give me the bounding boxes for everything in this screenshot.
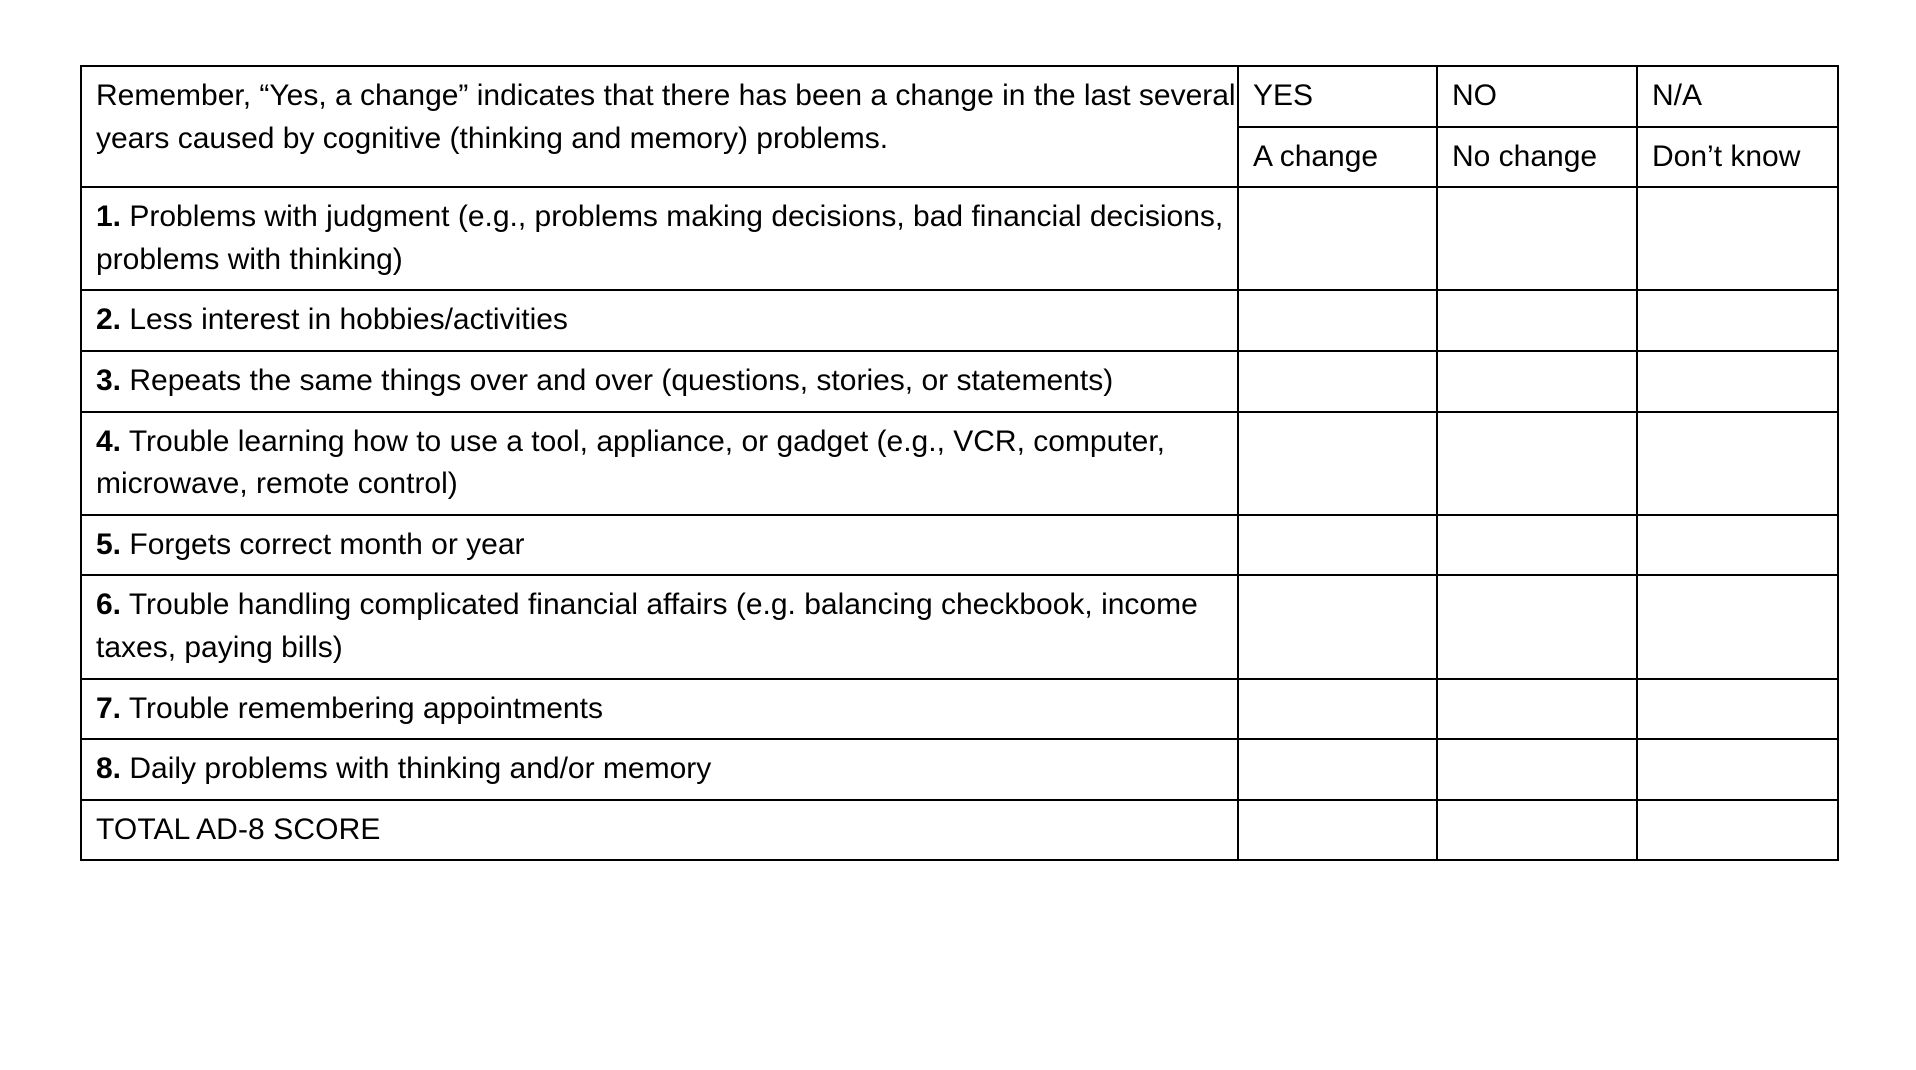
answer-cell-3-na[interactable]: [1637, 351, 1838, 412]
answer-cell-6-no[interactable]: [1437, 575, 1637, 678]
question-cell-4: [81, 412, 1238, 515]
column-header-yes: YES: [1238, 66, 1437, 127]
table-row: [81, 739, 1838, 800]
question-text-3: Repeats the same things over and over (questions, stories, or statements): [129, 363, 1114, 397]
question-number-1: 1.: [96, 200, 122, 234]
total-score-label: TOTAL AD-8 SCORE: [81, 800, 1238, 861]
answer-cell-2-no[interactable]: [1437, 290, 1637, 351]
question-cell-6: [81, 575, 1238, 678]
table-row: [81, 412, 1838, 515]
instruction-cell: Remember, “Yes, a change” indicates that there has been a change in the last several years caused by cognitive (thinking and memory) problems.: [81, 66, 1238, 187]
question-text-7: Trouble remembering appointments: [128, 691, 603, 725]
question-text-5: Forgets correct month or year: [129, 527, 525, 561]
answer-cell-7-yes[interactable]: [1238, 679, 1437, 740]
answer-cell-8-na[interactable]: [1637, 739, 1838, 800]
question-number-6: 6.: [96, 588, 122, 622]
table-row: [81, 515, 1838, 576]
column-header-no: NO: [1437, 66, 1637, 127]
answer-cell-8-no[interactable]: [1437, 739, 1637, 800]
answer-cell-6-yes[interactable]: [1238, 575, 1437, 678]
column-subheader-no-change: No change: [1437, 127, 1637, 188]
answer-cell-7-na[interactable]: [1637, 679, 1838, 740]
answer-cell-4-no[interactable]: [1437, 412, 1637, 515]
table-row: [81, 187, 1838, 290]
total-score-cell-no[interactable]: [1437, 800, 1637, 861]
question-text-6: Trouble handling complicated financial affairs (e.g. balancing checkbook, income taxes, paying bills): [96, 588, 1198, 664]
question-number-5: 5.: [96, 527, 122, 561]
answer-cell-7-no[interactable]: [1437, 679, 1637, 740]
question-number-4: 4.: [96, 424, 122, 458]
answer-cell-4-yes[interactable]: [1238, 412, 1437, 515]
table-header-row-main: [81, 66, 1838, 127]
answer-cell-1-na[interactable]: [1637, 187, 1838, 290]
answer-cell-2-yes[interactable]: [1238, 290, 1437, 351]
question-number-7: 7.: [96, 691, 122, 725]
answer-cell-1-yes[interactable]: [1238, 187, 1437, 290]
question-number-2: 2.: [96, 303, 122, 337]
answer-cell-5-yes[interactable]: [1238, 515, 1437, 576]
answer-cell-2-na[interactable]: [1637, 290, 1838, 351]
question-cell-7: [81, 679, 1238, 740]
total-score-cell-na[interactable]: [1637, 800, 1838, 861]
table-row: [81, 679, 1838, 740]
question-cell-3: [81, 351, 1238, 412]
question-text-4: Trouble learning how to use a tool, appliance, or gadget (e.g., VCR, computer, microwave, remote control): [96, 424, 1165, 501]
column-subheader-a-change: A change: [1238, 127, 1437, 188]
question-text-8: Daily problems with thinking and/or memory: [129, 752, 712, 786]
question-cell-8: [81, 739, 1238, 800]
answer-cell-5-na[interactable]: [1637, 515, 1838, 576]
answer-cell-6-na[interactable]: [1637, 575, 1838, 678]
answer-cell-3-no[interactable]: [1437, 351, 1637, 412]
total-score-cell-yes[interactable]: [1238, 800, 1437, 861]
answer-cell-5-no[interactable]: [1437, 515, 1637, 576]
question-number-8: 8.: [96, 752, 122, 786]
answer-cell-1-no[interactable]: [1437, 187, 1637, 290]
table-row-total: [81, 800, 1838, 861]
answer-cell-3-yes[interactable]: [1238, 351, 1437, 412]
table-row: [81, 290, 1838, 351]
question-cell-1: [81, 187, 1238, 290]
table-row: [81, 351, 1838, 412]
answer-cell-4-na[interactable]: [1637, 412, 1838, 515]
question-cell-2: [81, 290, 1238, 351]
question-cell-5: [81, 515, 1238, 576]
answer-cell-8-yes[interactable]: [1238, 739, 1437, 800]
column-subheader-dont-know: Don’t know: [1637, 127, 1838, 188]
column-header-na: N/A: [1637, 66, 1838, 127]
question-text-2: Less interest in hobbies/activities: [129, 303, 568, 337]
ad8-questionnaire-table: [80, 65, 1839, 861]
table-row: [81, 575, 1838, 678]
question-text-1: Problems with judgment (e.g., problems making decisions, bad financial decisions, problems with thinking): [96, 200, 1224, 276]
question-number-3: 3.: [96, 363, 122, 397]
